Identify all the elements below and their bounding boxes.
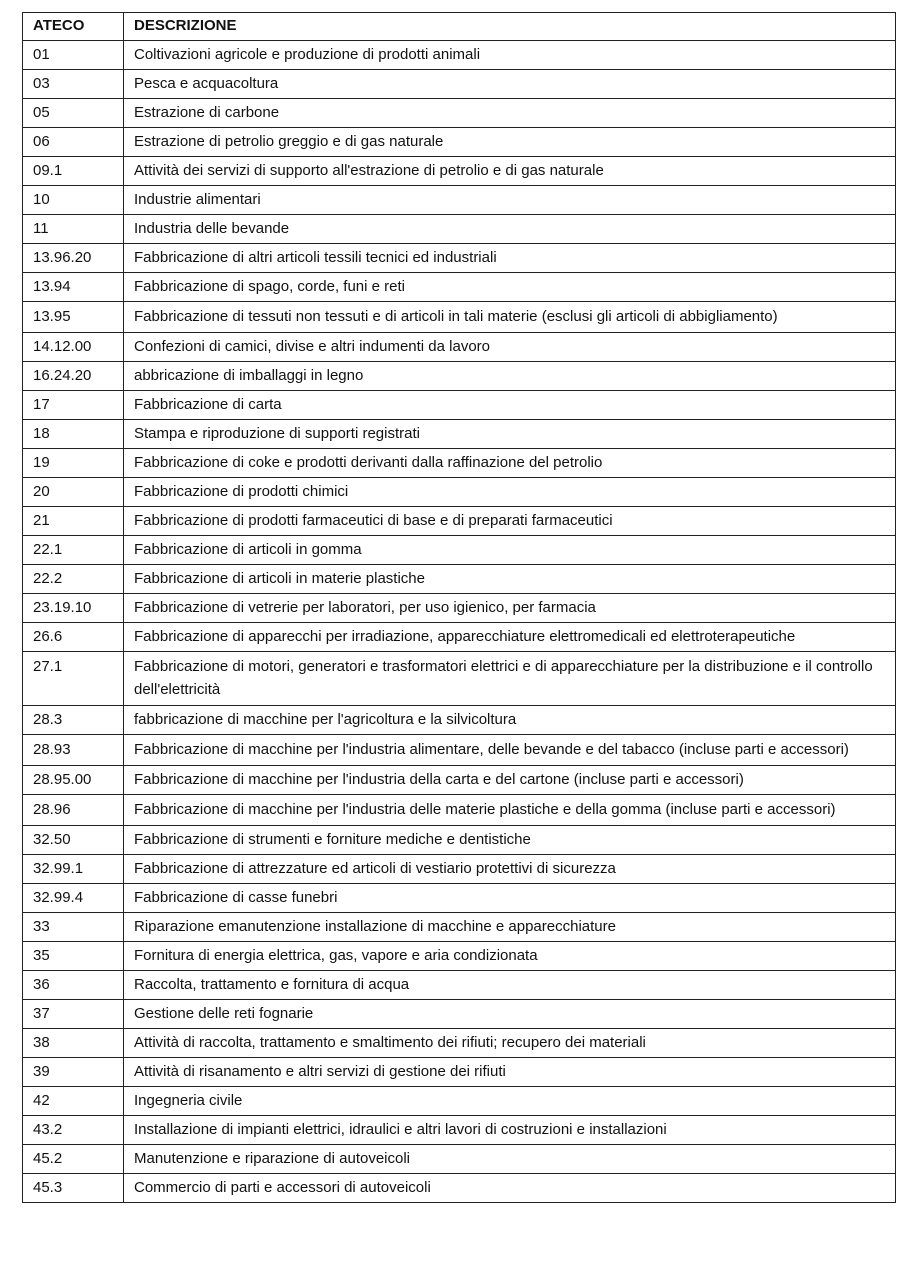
ateco-code-cell: 39 — [23, 1058, 124, 1087]
table-row — [23, 449, 896, 478]
description-cell: Raccolta, trattamento e fornitura di acqua — [124, 971, 896, 1000]
ateco-code-cell: 21 — [23, 507, 124, 536]
table-row — [23, 244, 896, 273]
table-row — [23, 565, 896, 594]
ateco-code-cell: 36 — [23, 971, 124, 1000]
table-row — [23, 1058, 896, 1087]
ateco-code-cell: 13.94 — [23, 273, 124, 302]
table-row — [23, 706, 896, 735]
ateco-code-cell: 28.96 — [23, 795, 124, 826]
table-row — [23, 128, 896, 157]
ateco-code-cell: 28.3 — [23, 706, 124, 735]
table-row — [23, 594, 896, 623]
description-cell: abbricazione di imballaggi in legno — [124, 362, 896, 391]
description-cell: Fabbricazione di macchine per l'industria delle materie plastiche e della gomma (incluse parti e accessori) — [124, 795, 896, 826]
table-row — [23, 41, 896, 70]
table-row — [23, 186, 896, 215]
column-header-ateco: ATECO — [23, 13, 124, 41]
ateco-table — [22, 12, 896, 1203]
ateco-code-cell: 19 — [23, 449, 124, 478]
header-row — [23, 13, 896, 41]
table-row — [23, 99, 896, 128]
ateco-code-cell: 05 — [23, 99, 124, 128]
table-row — [23, 536, 896, 565]
table-row — [23, 1087, 896, 1116]
ateco-code-cell: 09.1 — [23, 157, 124, 186]
description-cell: Confezioni di camici, divise e altri indumenti da lavoro — [124, 333, 896, 362]
table-row — [23, 157, 896, 186]
ateco-code-cell: 01 — [23, 41, 124, 70]
table-row — [23, 623, 896, 652]
table-row — [23, 302, 896, 333]
description-cell: Coltivazioni agricole e produzione di prodotti animali — [124, 41, 896, 70]
ateco-code-cell: 18 — [23, 420, 124, 449]
ateco-code-cell: 22.2 — [23, 565, 124, 594]
description-cell: Attività di risanamento e altri servizi di gestione dei rifiuti — [124, 1058, 896, 1087]
ateco-code-cell: 35 — [23, 942, 124, 971]
table-body — [23, 41, 896, 1203]
description-cell: Attività dei servizi di supporto all'estrazione di petrolio e di gas naturale — [124, 157, 896, 186]
description-cell: Fabbricazione di motori, generatori e trasformatori elettrici e di apparecchiature per la distribuzione e il controllo dell'elettricità — [124, 652, 896, 706]
table-row — [23, 362, 896, 391]
table-row — [23, 333, 896, 362]
table-row — [23, 507, 896, 536]
description-cell: Gestione delle reti fognarie — [124, 1000, 896, 1029]
ateco-code-cell: 23.19.10 — [23, 594, 124, 623]
table-row — [23, 913, 896, 942]
description-cell: Installazione di impianti elettrici, idraulici e altri lavori di costruzioni e installazioni — [124, 1116, 896, 1145]
ateco-code-cell: 11 — [23, 215, 124, 244]
ateco-code-cell: 16.24.20 — [23, 362, 124, 391]
table-row — [23, 273, 896, 302]
description-cell: fabbricazione di macchine per l'agricoltura e la silvicoltura — [124, 706, 896, 735]
table-row — [23, 1116, 896, 1145]
ateco-code-cell: 32.99.4 — [23, 884, 124, 913]
description-cell: Fabbricazione di strumenti e forniture mediche e dentistiche — [124, 826, 896, 855]
table-row — [23, 1000, 896, 1029]
table-row — [23, 215, 896, 244]
description-cell: Commercio di parti e accessori di autoveicoli — [124, 1174, 896, 1203]
description-cell: Fabbricazione di prodotti chimici — [124, 478, 896, 507]
table-row — [23, 478, 896, 507]
description-cell: Riparazione emanutenzione installazione di macchine e apparecchiature — [124, 913, 896, 942]
ateco-code-cell: 33 — [23, 913, 124, 942]
ateco-code-cell: 32.50 — [23, 826, 124, 855]
description-cell: Fabbricazione di carta — [124, 391, 896, 420]
ateco-code-cell: 45.2 — [23, 1145, 124, 1174]
table-row — [23, 826, 896, 855]
description-cell: Fabbricazione di attrezzature ed articoli di vestiario protettivi di sicurezza — [124, 855, 896, 884]
description-cell: Fabbricazione di tessuti non tessuti e di articoli in tali materie (esclusi gli articoli di abbigliamento) — [124, 302, 896, 333]
description-cell: Fabbricazione di apparecchi per irradiazione, apparecchiature elettromedicali ed elettroterapeutiche — [124, 623, 896, 652]
description-cell: Stampa e riproduzione di supporti registrati — [124, 420, 896, 449]
table-row — [23, 971, 896, 1000]
description-cell: Industria delle bevande — [124, 215, 896, 244]
ateco-code-cell: 45.3 — [23, 1174, 124, 1203]
ateco-code-cell: 38 — [23, 1029, 124, 1058]
table-row — [23, 855, 896, 884]
description-cell: Fabbricazione di casse funebri — [124, 884, 896, 913]
table-row — [23, 735, 896, 766]
ateco-code-cell: 26.6 — [23, 623, 124, 652]
description-cell: Fabbricazione di spago, corde, funi e reti — [124, 273, 896, 302]
description-cell: Industrie alimentari — [124, 186, 896, 215]
description-cell: Fabbricazione di coke e prodotti derivanti dalla raffinazione del petrolio — [124, 449, 896, 478]
table-row — [23, 1145, 896, 1174]
description-cell: Pesca e acquacoltura — [124, 70, 896, 99]
ateco-code-cell: 13.96.20 — [23, 244, 124, 273]
description-cell: Fabbricazione di macchine per l'industria alimentare, delle bevande e del tabacco (incluse parti e accessori) — [124, 735, 896, 766]
description-cell: Ingegneria civile — [124, 1087, 896, 1116]
table-row — [23, 420, 896, 449]
table-row — [23, 884, 896, 913]
description-cell: Estrazione di petrolio greggio e di gas naturale — [124, 128, 896, 157]
ateco-code-cell: 42 — [23, 1087, 124, 1116]
ateco-code-cell: 28.93 — [23, 735, 124, 766]
table-row — [23, 1174, 896, 1203]
description-cell: Fabbricazione di articoli in gomma — [124, 536, 896, 565]
column-header-descrizione: DESCRIZIONE — [124, 13, 896, 41]
description-cell: Estrazione di carbone — [124, 99, 896, 128]
description-cell: Fabbricazione di altri articoli tessili tecnici ed industriali — [124, 244, 896, 273]
ateco-code-cell: 20 — [23, 478, 124, 507]
ateco-code-cell: 17 — [23, 391, 124, 420]
description-cell: Attività di raccolta, trattamento e smaltimento dei rifiuti; recupero dei materiali — [124, 1029, 896, 1058]
description-cell: Fabbricazione di macchine per l'industria della carta e del cartone (incluse parti e accessori) — [124, 766, 896, 795]
ateco-code-cell: 43.2 — [23, 1116, 124, 1145]
ateco-code-cell: 13.95 — [23, 302, 124, 333]
ateco-code-cell: 32.99.1 — [23, 855, 124, 884]
description-cell: Fabbricazione di articoli in materie plastiche — [124, 565, 896, 594]
description-cell: Manutenzione e riparazione di autoveicoli — [124, 1145, 896, 1174]
table-row — [23, 1029, 896, 1058]
ateco-code-cell: 27.1 — [23, 652, 124, 706]
ateco-code-cell: 03 — [23, 70, 124, 99]
table-row — [23, 942, 896, 971]
description-cell: Fabbricazione di vetrerie per laboratori, per uso igienico, per farmacia — [124, 594, 896, 623]
ateco-code-cell: 10 — [23, 186, 124, 215]
table-row — [23, 652, 896, 706]
description-cell: Fabbricazione di prodotti farmaceutici di base e di preparati farmaceutici — [124, 507, 896, 536]
table-row — [23, 391, 896, 420]
table-row — [23, 766, 896, 795]
ateco-code-cell: 06 — [23, 128, 124, 157]
ateco-code-cell: 14.12.00 — [23, 333, 124, 362]
ateco-code-cell: 22.1 — [23, 536, 124, 565]
description-cell: Fornitura di energia elettrica, gas, vapore e aria condizionata — [124, 942, 896, 971]
table-row — [23, 795, 896, 826]
ateco-code-cell: 37 — [23, 1000, 124, 1029]
table-row — [23, 70, 896, 99]
ateco-code-cell: 28.95.00 — [23, 766, 124, 795]
